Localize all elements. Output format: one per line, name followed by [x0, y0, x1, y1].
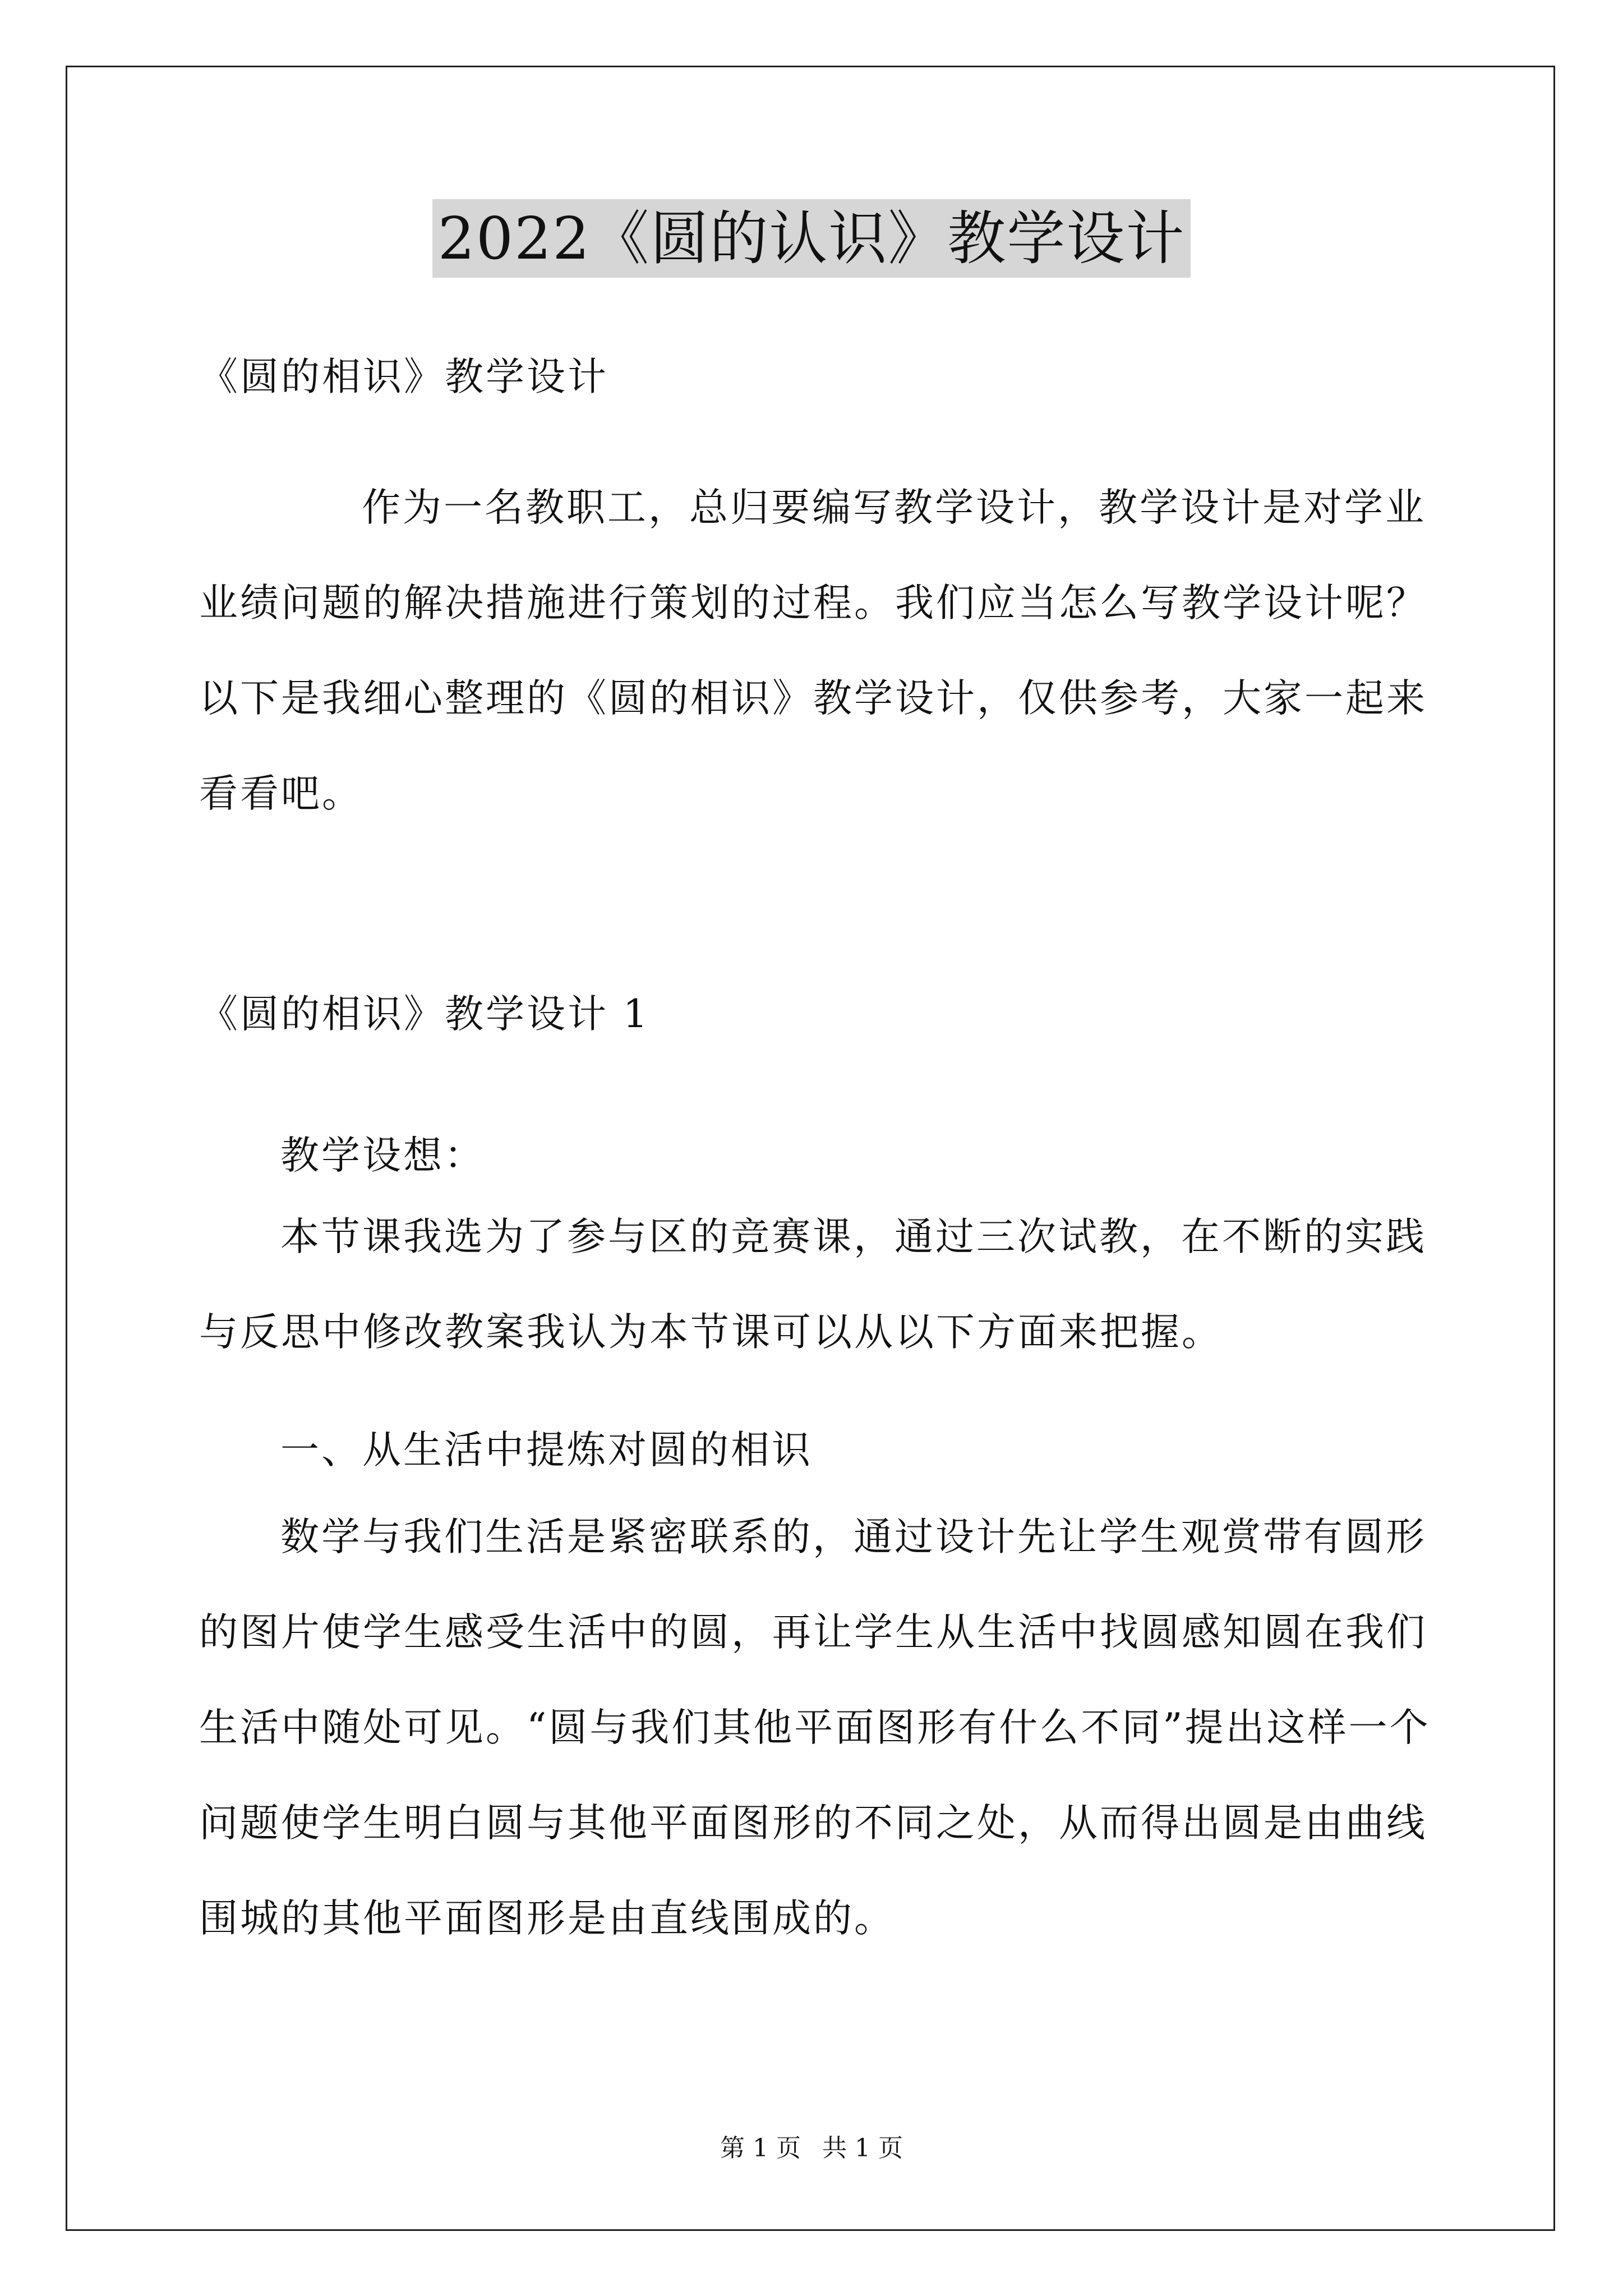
point-1-heading: 一、从生活中提炼对圆的相识 [280, 1428, 813, 1473]
page-footer [0, 2132, 1623, 2165]
page-number: 第 1 页 [720, 2134, 801, 2162]
document-subtitle: 《圆的相识》教学设计 [199, 355, 608, 399]
intro-paragraph [199, 460, 1433, 841]
teaching-idea-paragraph: 本节课我选为了参与区的竞赛课，通过三次试教，在不断的实践与反思中修改教案我认为本节课可以从以下方面来把握。 [199, 1214, 1427, 1355]
title-container [0, 199, 1623, 278]
teaching-idea-heading: 教学设想： [280, 1133, 485, 1178]
point-1-paragraph: 数学与我们生活是紧密联系的，通过设计先让学生观赏带有圆形的图片使学生感受生活中的圆，再让学生从生活中找圆感知圆在我们生活中随处可见。“圆与我们其他平面图形有什么不同”提出这样一个问题使学生明白圆与其他平面图形的不同之处，从而得出圆是由曲线围城的其他平面图形是由直线围成的。 [199, 1515, 1431, 1941]
document-title: 2022《圆的认识》教学设计 [432, 199, 1191, 278]
section-1-heading: 《圆的相识》教学设计 1 [199, 992, 650, 1037]
intro-text: 作为一名教职工，总归要编写教学设计，教学设计是对学业业绩问题的解决措施进行策划的过程。我们应当怎么写教学设计呢？以下是我细心整理的《圆的相识》教学设计，仅供参考，大家一起来看看吧。 [199, 485, 1427, 816]
page-total: 共 1 页 [822, 2134, 903, 2162]
